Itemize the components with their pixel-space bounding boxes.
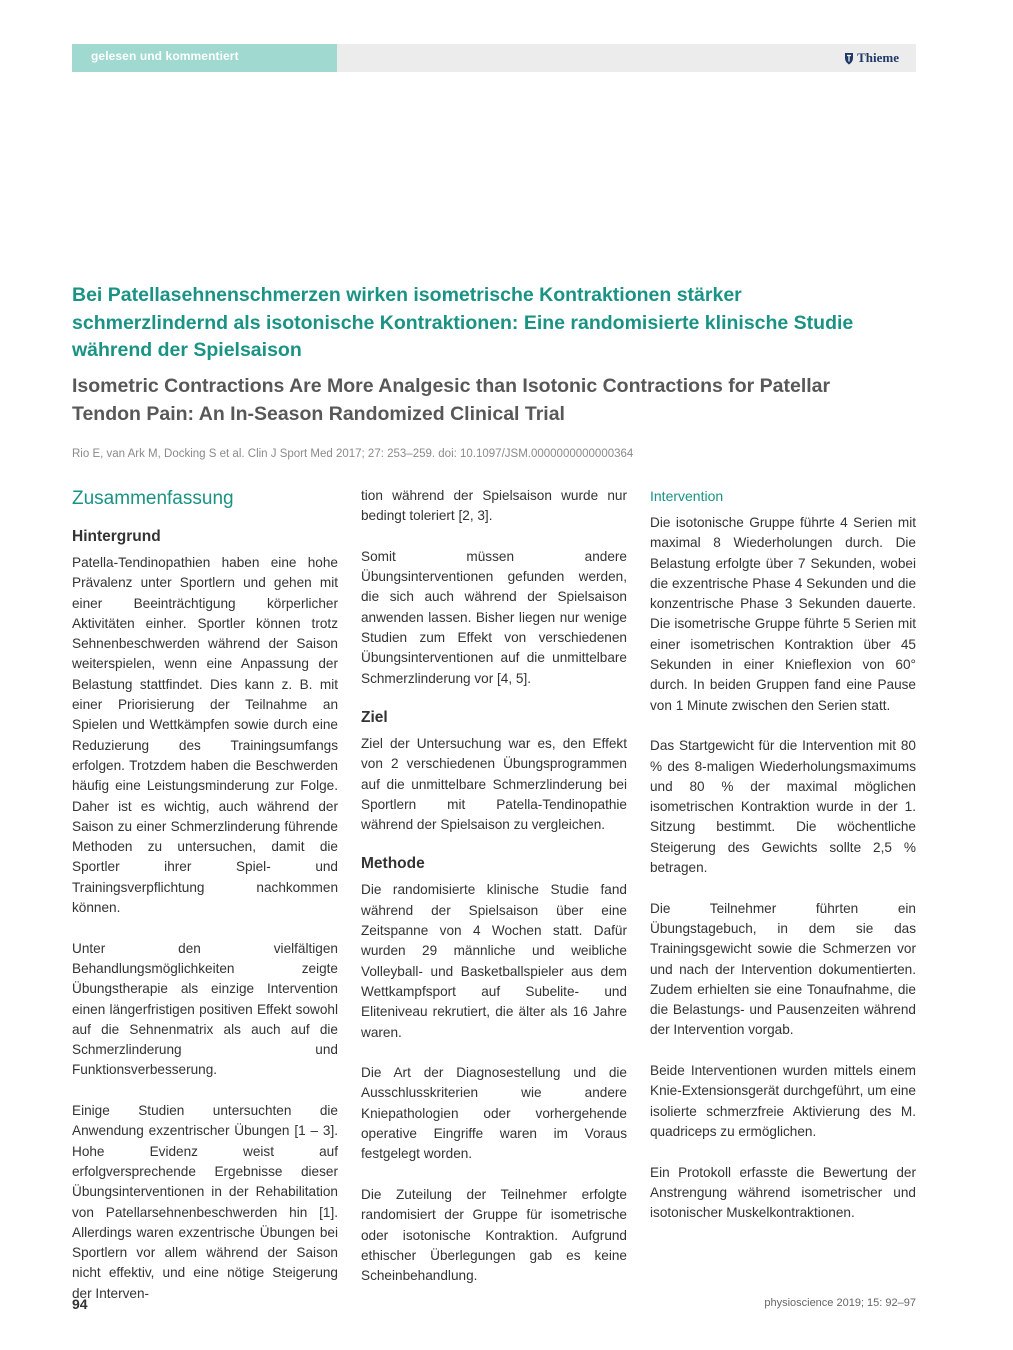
- publisher-logo: [844, 50, 899, 66]
- journal-reference: physioscience 2019; 15: 92–97: [764, 1297, 916, 1309]
- page-number: 94: [72, 1296, 88, 1312]
- column-2: [361, 486, 627, 1286]
- background-continued-paragraph: Somit müssen andere Übungsinterventionen gefunden werden, die sich auch während der Spielsaison anwenden lassen. Bisher liegen nur wenige Studien zum Effekt von verschiedenen Übungsinterventionen auf die unmittelbare Schmerzlinderung vor [4, 5].: [361, 548, 627, 686]
- intervention-paragraph: Das Startgewicht für die Intervention mit 80 % des 8-maligen Wiederholungsmaximums und 80 % der maximal möglichen isometrischen Kontraktion wurde in der 1. Sitzung bestimmt. Die wöchentliche Steigerung des Gewichts sollte 2,5 % betragen.: [650, 738, 916, 876]
- intervention-paragraph: Ein Protokoll erfasste die Bewertung der Anstrengung während isometrischer und isotonischer Muskelkontraktionen.: [650, 1164, 916, 1221]
- aim-paragraph: Ziel der Untersuchung war es, den Effekt von 2 verschiedenen Übungsprogrammen auf die unmittelbare Schmerzlinderung bei Sportlern mit Patella-Tendinopathie während der Spielsaison zu vergleichen.: [361, 735, 627, 833]
- background-heading: Hintergrund: [72, 528, 161, 545]
- aim-heading: Ziel: [361, 708, 388, 726]
- section-label: gelesen und kommentiert: [91, 49, 239, 63]
- intervention-paragraph: Die isotonische Gruppe führte 4 Serien mit maximal 8 Wiederholungen durch. Die Belastung erfolgte über 7 Sekunden, wobei die exzentrische Phase 4 Sekunden und die konzentrische Phase 3 Sekunden dauerte. Die isometrische Gruppe führte 5 Serien mit einer isometrischen Kontraktion über 45 Sekunden in einer Knieflexion von 60° durch. In beiden Gruppen fand eine Pause von 1 Minute zwischen den Serien statt.: [650, 515, 916, 713]
- method-heading: Methode: [361, 855, 425, 873]
- background-paragraph: Einige Studien untersuchten die Anwendung exzentrischer Übungen [1 – 3]. Hohe Evidenz weist auf erfolgversprechende Ergebnisse dieser Übungsinterventionen in der Rehabilitation von Patellarsehnenbeschwerden hin [1]. Allerdings waren exzentrische Übungen bei Sportlern vor allem während der Saison nicht effektiv, und eine nötige Steigerung der Interven-: [72, 1103, 338, 1301]
- publisher-name: Thieme: [857, 50, 899, 65]
- background-paragraph: Unter den vielfältigen Behandlungsmöglichkeiten zeigte Übungstherapie als einzige Intervention einen längerfristigen positiven Effekt sowohl auf die Sehnenmatrix als auch auf die Schmerzlinderung und Funktionsverbesserung.: [72, 940, 338, 1078]
- intervention-paragraph: Beide Interventionen wurden mittels einem Knie-Extensionsgerät durchgeführt, um eine isolierte schmerzfreie Aktivierung des M. quadriceps zu ermöglichen.: [650, 1063, 916, 1139]
- background-continued-paragraph: tion während der Spielsaison wurde nur bedingt toleriert [2, 3].: [361, 488, 627, 524]
- summary-heading: Zusammenfassung: [72, 488, 234, 509]
- method-paragraph: Die Zuteilung der Teilnehmer erfolgte randomisiert der Gruppe für isometrische oder isotonische Kontraktion. Aufgrund ethischer Überlegungen gab es keine Scheinbehandlung.: [361, 1186, 627, 1284]
- intervention-paragraph: Die Teilnehmer führten ein Übungstagebuch, in dem sie das Trainingsgewicht sowie die Schmerzen vor und nach der Intervention dokumentierten. Zudem erhielten sie eine Tonaufnahme, die die Belastungs- und Pausenzeiten während der Intervention vorgab.: [650, 900, 916, 1038]
- thieme-crest-icon: [844, 52, 854, 65]
- background-paragraph: Patella-Tendinopathien haben eine hohe Prävalenz unter Sportlern und gehen mit einer Beeinträchtigung körperlicher Aktivitäten einher. Sportler können trotz Sehnenbeschwerden während der Saison weiterspielen, wenn eine Anpassung der Belastung stattfindet. Dies kann z. B. mit einer Priorisierung der Teilnahme an Spielen und Wettkämpfen sowie durch eine Reduzierung des Trainingsumfangs erfolgen. Trotzdem haben die Beschwerden häufig eine Leistungsminderung zur Folge. Daher ist es wichtig, auch während der Saison zu einer Schmerzlinderung führende Methoden zu untersuchen, damit die Sportler ihrer Spiel- und Trainingsverpflichtung nachkommen können.: [72, 555, 338, 916]
- header-band: [72, 44, 916, 72]
- citation: Rio E, van Ark M, Docking S et al. Clin J Sport Med 2017; 27: 253–259. doi: 10.1097/JSM.0000000000000364: [72, 448, 634, 460]
- method-paragraph: Die Art der Diagnosestellung und die Ausschlusskriterien wie andere Kniepathologien oder vorhergehende operative Eingriffe waren im Voraus festgelegt worden.: [361, 1065, 627, 1162]
- column-1: [72, 486, 338, 1304]
- section-tag: [72, 44, 337, 72]
- article-title-english: Isometric Contractions Are More Analgesic than Isotonic Contractions for Patellar Tendon Pain: An In-Season Randomized Clinical Trial: [72, 375, 831, 425]
- article-title-german: Bei Patellasehnenschmerzen wirken isometrische Kontraktionen stärker schmerzlindernd als isotonische Kontraktionen: Eine randomisierte klinische Studie während der Spielsaison: [72, 284, 854, 361]
- method-paragraph: Die randomisierte klinische Studie fand während der Spielsaison über eine Zeitspanne von 4 Wochen statt. Dafür wurden 29 männliche und weibliche Volleyball- und Basketballspieler aus dem Wettkampfsport auf Subelite- und Eliteniveau rekrutiert, die älter als 16 Jahre waren.: [361, 882, 627, 1040]
- intervention-heading: Intervention: [650, 488, 724, 504]
- column-3: [650, 486, 916, 1223]
